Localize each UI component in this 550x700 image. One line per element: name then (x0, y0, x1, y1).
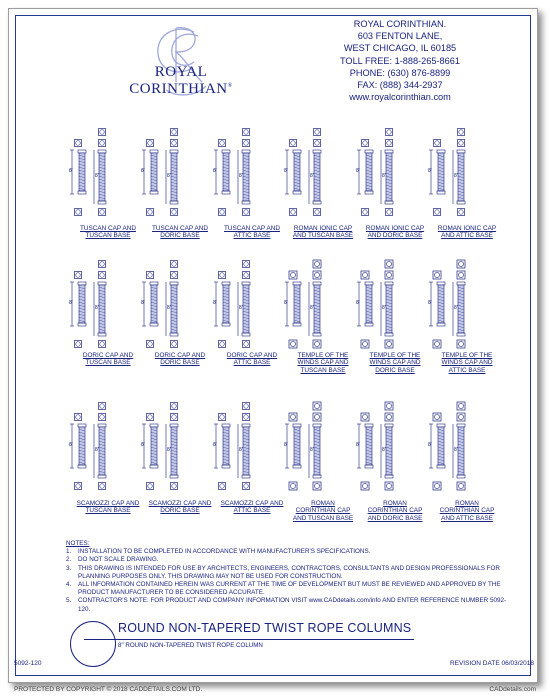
detail-caption-line: WINDS CAP AND (441, 359, 493, 367)
copyright-footer: PROTECTED BY COPYRIGHT © 2018 CADDETAILS.COM LTD. (14, 686, 203, 693)
svg-text:8': 8' (356, 442, 360, 448)
company-logo (106, 20, 256, 110)
logo-wordmark (106, 64, 256, 98)
svg-text:8': 8' (69, 442, 73, 448)
svg-text:8': 8' (239, 447, 243, 453)
detail-caption (423, 500, 511, 522)
registered-mark: ® (227, 83, 233, 89)
svg-text:8': 8' (167, 305, 171, 311)
column-elevation-drawing (212, 258, 292, 354)
svg-text:8': 8' (454, 173, 458, 179)
column-elevation-drawing (427, 126, 507, 222)
detail-caption-line: TUSCAN BASE (85, 232, 131, 240)
svg-text:8': 8' (141, 442, 145, 448)
detail-caption (423, 352, 511, 374)
column-elevation-drawing (140, 400, 220, 496)
detail-caption-line: ROMAN IONIC CAP (293, 225, 353, 232)
svg-text:8': 8' (428, 300, 432, 306)
note-item (66, 597, 516, 613)
svg-text:8': 8' (95, 447, 99, 453)
contact-line: TOLL FREE: 1-888-265-8661 (339, 55, 460, 66)
notes-block (66, 540, 516, 614)
detail-caption-line: DORIC CAP AND (226, 352, 278, 359)
column-elevation-drawing (140, 126, 220, 222)
svg-text:8': 8' (69, 168, 73, 174)
reference-number: 5092-120 (14, 660, 42, 667)
svg-text:8': 8' (239, 305, 243, 311)
svg-text:8': 8' (310, 447, 314, 453)
svg-text:8': 8' (454, 305, 458, 311)
contact-line: 603 FENTON LANE, (357, 31, 443, 42)
note-item (66, 581, 516, 597)
detail-caption-line: TUSCAN CAP AND (80, 225, 136, 232)
notes-list (66, 548, 516, 614)
note-number: 3. (66, 564, 72, 572)
notes-heading: NOTES: (66, 540, 90, 547)
detail-caption-line: AND DORIC BASE (367, 514, 423, 522)
cad-details-link[interactable]: CADdetails.com (489, 686, 536, 693)
column-elevation-drawing (355, 400, 435, 496)
svg-text:8': 8' (310, 305, 314, 311)
detail-caption-line: ATTIC BASE (233, 359, 271, 367)
svg-text:8': 8' (69, 300, 73, 306)
title-bubble (70, 621, 116, 667)
detail-caption-line: ATTIC BASE (233, 507, 271, 515)
drawing-title: ROUND NON-TAPERED TWIST ROPE COLUMNS (118, 621, 412, 635)
column-elevation-drawing (427, 400, 507, 496)
note-text: CONTRACTOR'S NOTE: FOR PRODUCT AND COMPANY INFORMATION VISIT www.CADdetails.com/info AND ENTER REFERENCE NUMBER 5092-120. (78, 597, 507, 613)
detail-caption-line: DORIC CAP AND (82, 352, 134, 359)
contact-line: ROYAL CORINTHIAN. (353, 19, 447, 29)
detail-caption-line: WINDS CAP AND (297, 359, 349, 367)
svg-text:8': 8' (284, 168, 288, 174)
logo-wordmark-text: ROYAL CORINTHIAN (129, 64, 228, 97)
svg-text:8': 8' (382, 305, 386, 311)
column-elevation-drawing (427, 258, 507, 354)
detail-caption-line: TEMPLE OF THE (441, 352, 493, 359)
note-number: 5. (66, 597, 72, 605)
column-elevation-drawing (355, 126, 435, 222)
svg-text:8': 8' (141, 168, 145, 174)
svg-text:8': 8' (284, 300, 288, 306)
svg-text:8': 8' (141, 300, 145, 306)
detail-caption (423, 225, 511, 240)
svg-text:8': 8' (310, 173, 314, 179)
detail-caption-line: TUSCAN BASE (85, 507, 131, 515)
detail-caption-line: SCAMOZZI CAP AND (76, 500, 140, 507)
svg-text:8': 8' (356, 168, 360, 174)
detail-caption-line: TEMPLE OF THE (369, 352, 421, 359)
detail-caption-line: ATTIC BASE (448, 366, 486, 374)
svg-text:8': 8' (428, 442, 432, 448)
column-elevation-drawing (68, 126, 148, 222)
note-item (66, 556, 516, 564)
detail-caption-line: ROMAN (383, 500, 407, 507)
title-underline (84, 639, 414, 640)
svg-text:8': 8' (356, 300, 360, 306)
column-elevation-drawing (212, 400, 292, 496)
detail-caption-line: AND DORIC BASE (367, 232, 423, 240)
svg-text:8': 8' (95, 173, 99, 179)
svg-text:8': 8' (428, 168, 432, 174)
column-elevation-drawing (68, 258, 148, 354)
column-elevation-drawing (212, 126, 292, 222)
drawing-subtitle: 8" ROUND NON-TAPERED TWIST ROPE COLUMN (118, 642, 263, 649)
detail-caption-line: AND ATTIC BASE (441, 232, 493, 240)
detail-caption-line: TEMPLE OF THE (297, 352, 349, 359)
note-text: THIS DRAWING IS INTENDED FOR USE BY ARCHITECTS, ENGINEERS, CONTRACTORS, CONSULTANTS AND DESIGN PROFESSIONALS FOR PLANNING PURPOSES ONLY. THIS DRAWING MAY NOT BE USED FOR CONSTRUCTION. (78, 564, 500, 580)
column-elevation-drawing (355, 258, 435, 354)
detail-caption-line: ROMAN (455, 500, 479, 507)
detail-caption-line: SCAMOZZI CAP AND (220, 500, 284, 507)
detail-caption-line: CORINTHIAN CAP (295, 507, 351, 515)
note-text: DO NOT SCALE DRAWING. (78, 556, 159, 564)
note-number: 2. (66, 556, 72, 564)
column-elevation-drawing (283, 400, 363, 496)
svg-text:8': 8' (213, 442, 217, 448)
note-item (66, 548, 516, 556)
detail-caption-line: ROMAN IONIC CAP (437, 225, 497, 232)
svg-text:8': 8' (284, 442, 288, 448)
detail-caption-line: DORIC CAP AND (154, 352, 206, 359)
column-elevation-drawing (140, 258, 220, 354)
svg-text:8': 8' (382, 447, 386, 453)
detail-caption-line: ROMAN IONIC CAP (365, 225, 425, 232)
svg-text:8': 8' (239, 173, 243, 179)
note-text: ALL INFORMATION CONTAINED HEREIN WAS CURRENT AT THE TIME OF DEVELOPMENT BUT MUST BE REVIEWED AND APPROVED BY THE PRODUCT MANUFACTURER TO BE CONSIDERED ACCURATE. (78, 581, 501, 597)
contact-line: FAX: (888) 344-2937 (357, 80, 443, 91)
revision-date: REVISION DATE 06/03/2018 (449, 660, 534, 667)
detail-caption-line: TUSCAN CAP AND (152, 225, 208, 232)
detail-caption-line: TUSCAN BASE (300, 366, 346, 374)
column-elevation-drawing (283, 126, 363, 222)
detail-caption-line: DORIC BASE (160, 507, 200, 515)
svg-text:8': 8' (213, 300, 217, 306)
detail-caption-line: AND TUSCAN BASE (292, 514, 354, 522)
detail-caption-line: WINDS CAP AND (369, 359, 421, 367)
svg-text:8': 8' (95, 305, 99, 311)
note-number: 4. (66, 581, 72, 589)
contact-line: PHONE: (630) 876-8899 (349, 67, 451, 78)
detail-caption-line: TUSCAN CAP AND (224, 225, 280, 232)
detail-caption-line: DORIC BASE (160, 359, 200, 367)
detail-caption-line: AND TUSCAN BASE (292, 232, 354, 240)
detail-caption-line: CORINTHIAN CAP (439, 507, 495, 515)
svg-text:8': 8' (382, 173, 386, 179)
note-text: INSTALLATION TO BE COMPLETED IN ACCORDANCE WITH MANUFACTURER'S SPECIFICATIONS. (78, 548, 371, 556)
detail-caption-line: TUSCAN BASE (85, 359, 131, 367)
contact-line: WEST CHICAGO, IL 60185 (343, 43, 457, 54)
detail-caption-line: ROMAN (311, 500, 335, 507)
detail-caption-line: SCAMOZZI CAP AND (148, 500, 212, 507)
detail-caption-line: DORIC BASE (375, 366, 415, 374)
detail-caption-line: AND ATTIC BASE (441, 514, 493, 522)
svg-text:8': 8' (213, 168, 217, 174)
detail-caption-line: CORINTHIAN CAP (367, 507, 423, 515)
svg-text:8': 8' (167, 173, 171, 179)
svg-text:8': 8' (454, 447, 458, 453)
company-contact-block (300, 18, 500, 103)
svg-text:8': 8' (167, 447, 171, 453)
note-number: 1. (66, 548, 72, 556)
note-item (66, 565, 516, 581)
contact-line[interactable]: www.royalcorinthian.com (349, 92, 451, 103)
column-elevation-drawing (283, 258, 363, 354)
detail-caption-line: DORIC BASE (160, 232, 200, 240)
column-elevation-drawing (68, 400, 148, 496)
detail-caption-line: ATTIC BASE (233, 232, 271, 240)
